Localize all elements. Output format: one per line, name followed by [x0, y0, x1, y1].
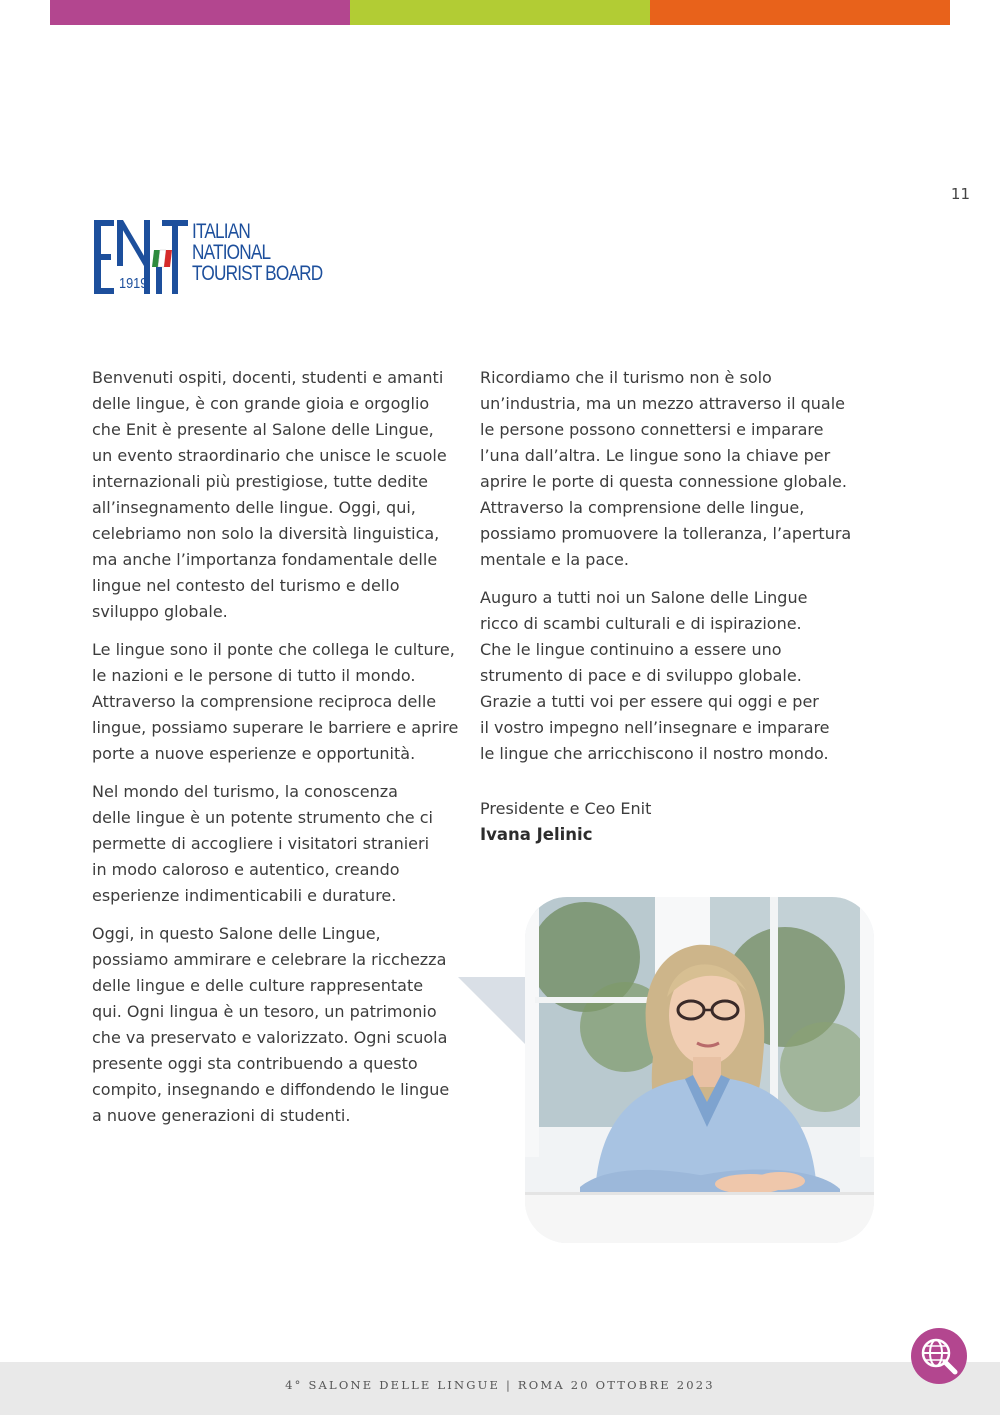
text-line: delle lingue e delle culture rappresentate [92, 976, 424, 995]
signature-block [480, 797, 860, 849]
text-line: all’insegnamento delle lingue. Oggi, qui, [92, 498, 416, 517]
body-paragraph [480, 585, 850, 767]
logo-line: TOURIST BOARD [192, 262, 323, 285]
text-line: Oggi, in questo Salone delle Lingue, [92, 924, 381, 943]
text-line: Nel mondo del turismo, la conoscenza [92, 782, 398, 801]
text-line: ricco di scambi culturali e di ispirazione. [480, 614, 802, 633]
portrait-photo [525, 897, 874, 1243]
text-line: l’una dall’altra. Le lingue sono la chiave per [480, 446, 831, 465]
body-paragraph [92, 921, 452, 1129]
text-line: Attraverso la comprensione reciproca delle [92, 692, 437, 711]
text-line: Benvenuti ospiti, docenti, studenti e amanti [92, 368, 444, 387]
text-line: permette di accogliere i visitatori stranieri [92, 834, 430, 853]
portrait-bubble [458, 897, 874, 1243]
text-line: compito, insegnando e diffondendo le lingue [92, 1080, 450, 1099]
text-line: le nazioni e le persone di tutto il mondo. [92, 666, 416, 685]
text-line: le persone possono connettersi e imparare [480, 420, 824, 439]
text-line: porte a nuove esperienze e opportunità. [92, 744, 416, 763]
top-bar-magenta [50, 0, 350, 25]
text-line: internazionali più prestigiose, tutte dedite [92, 472, 428, 491]
text-line: ma anche l’importanza fondamentale delle [92, 550, 438, 569]
text-line: un evento straordinario che unisce le scuole [92, 446, 447, 465]
logo-year: 1919 [119, 275, 148, 292]
text-line: possiamo promuovere la tolleranza, l’apertura [480, 524, 852, 543]
text-line: presente oggi sta contribuendo a questo [92, 1054, 418, 1073]
body-paragraph [480, 365, 850, 573]
body-paragraph [92, 365, 452, 625]
top-color-bar [50, 0, 950, 25]
logo-line: ITALIAN [192, 220, 251, 243]
text-line: che va preservato e valorizzato. Ogni scuola [92, 1028, 448, 1047]
text-line: il vostro impegno nell’insegnare e imparare [480, 718, 830, 737]
text-line: le lingue che arricchiscono il nostro mondo. [480, 744, 829, 763]
signature-name: Ivana Jelinic [480, 825, 593, 844]
right-text-column [480, 365, 850, 779]
body-paragraph [92, 637, 459, 767]
enit-logo [94, 215, 323, 300]
text-line: possiamo ammirare e celebrare la ricchezza [92, 950, 447, 969]
top-bar-green [350, 0, 650, 25]
text-line: qui. Ogni lingua è un tesoro, un patrimonio [92, 1002, 437, 1021]
page-number: 11 [950, 185, 970, 203]
text-line: celebriamo non solo la diversità linguistica, [92, 524, 440, 543]
text-line: esperienze indimenticabili e durature. [92, 886, 397, 905]
signature-role: Presidente e Ceo Enit [480, 799, 652, 818]
text-line: a nuove generazioni di studenti. [92, 1106, 351, 1125]
text-line: aprire le porte di questa connessione globale. [480, 472, 847, 491]
text-line: in modo caloroso e autentico, creando [92, 860, 400, 879]
portrait-illustration [525, 897, 874, 1243]
text-line: lingue, possiamo superare le barriere e aprire [92, 718, 459, 737]
logo-tagline [192, 221, 322, 284]
text-line: Le lingue sono il ponte che collega le culture, [92, 640, 455, 659]
text-line: sviluppo globale. [92, 602, 228, 621]
page-footer [0, 1362, 1000, 1415]
logo-line: NATIONAL [192, 241, 271, 264]
text-line: Grazie a tutti voi per essere qui oggi e per [480, 692, 819, 711]
globe-search-icon[interactable] [910, 1327, 968, 1385]
text-line: Attraverso la comprensione delle lingue, [480, 498, 805, 517]
text-line: Ricordiamo che il turismo non è solo [480, 368, 772, 387]
body-paragraph [92, 779, 452, 909]
text-line: un’industria, ma un mezzo attraverso il quale [480, 394, 846, 413]
top-bar-orange [650, 0, 950, 25]
text-line: Che le lingue continuino a essere uno [480, 640, 782, 659]
text-line: che Enit è presente al Salone delle Lingue, [92, 420, 434, 439]
text-line: Auguro a tutti noi un Salone delle Lingue [480, 588, 808, 607]
text-line: delle lingue, è con grande gioia e orgoglio [92, 394, 430, 413]
text-line: strumento di pace e di sviluppo globale. [480, 666, 802, 685]
footer-text: 4° SALONE DELLE LINGUE | ROMA 20 OTTOBRE 2023 [285, 1378, 715, 1392]
text-line: lingue nel contesto del turismo e dello [92, 576, 400, 595]
text-line: mentale e la pace. [480, 550, 629, 569]
text-line: delle lingue è un potente strumento che ci [92, 808, 433, 827]
left-text-column [92, 365, 459, 1141]
